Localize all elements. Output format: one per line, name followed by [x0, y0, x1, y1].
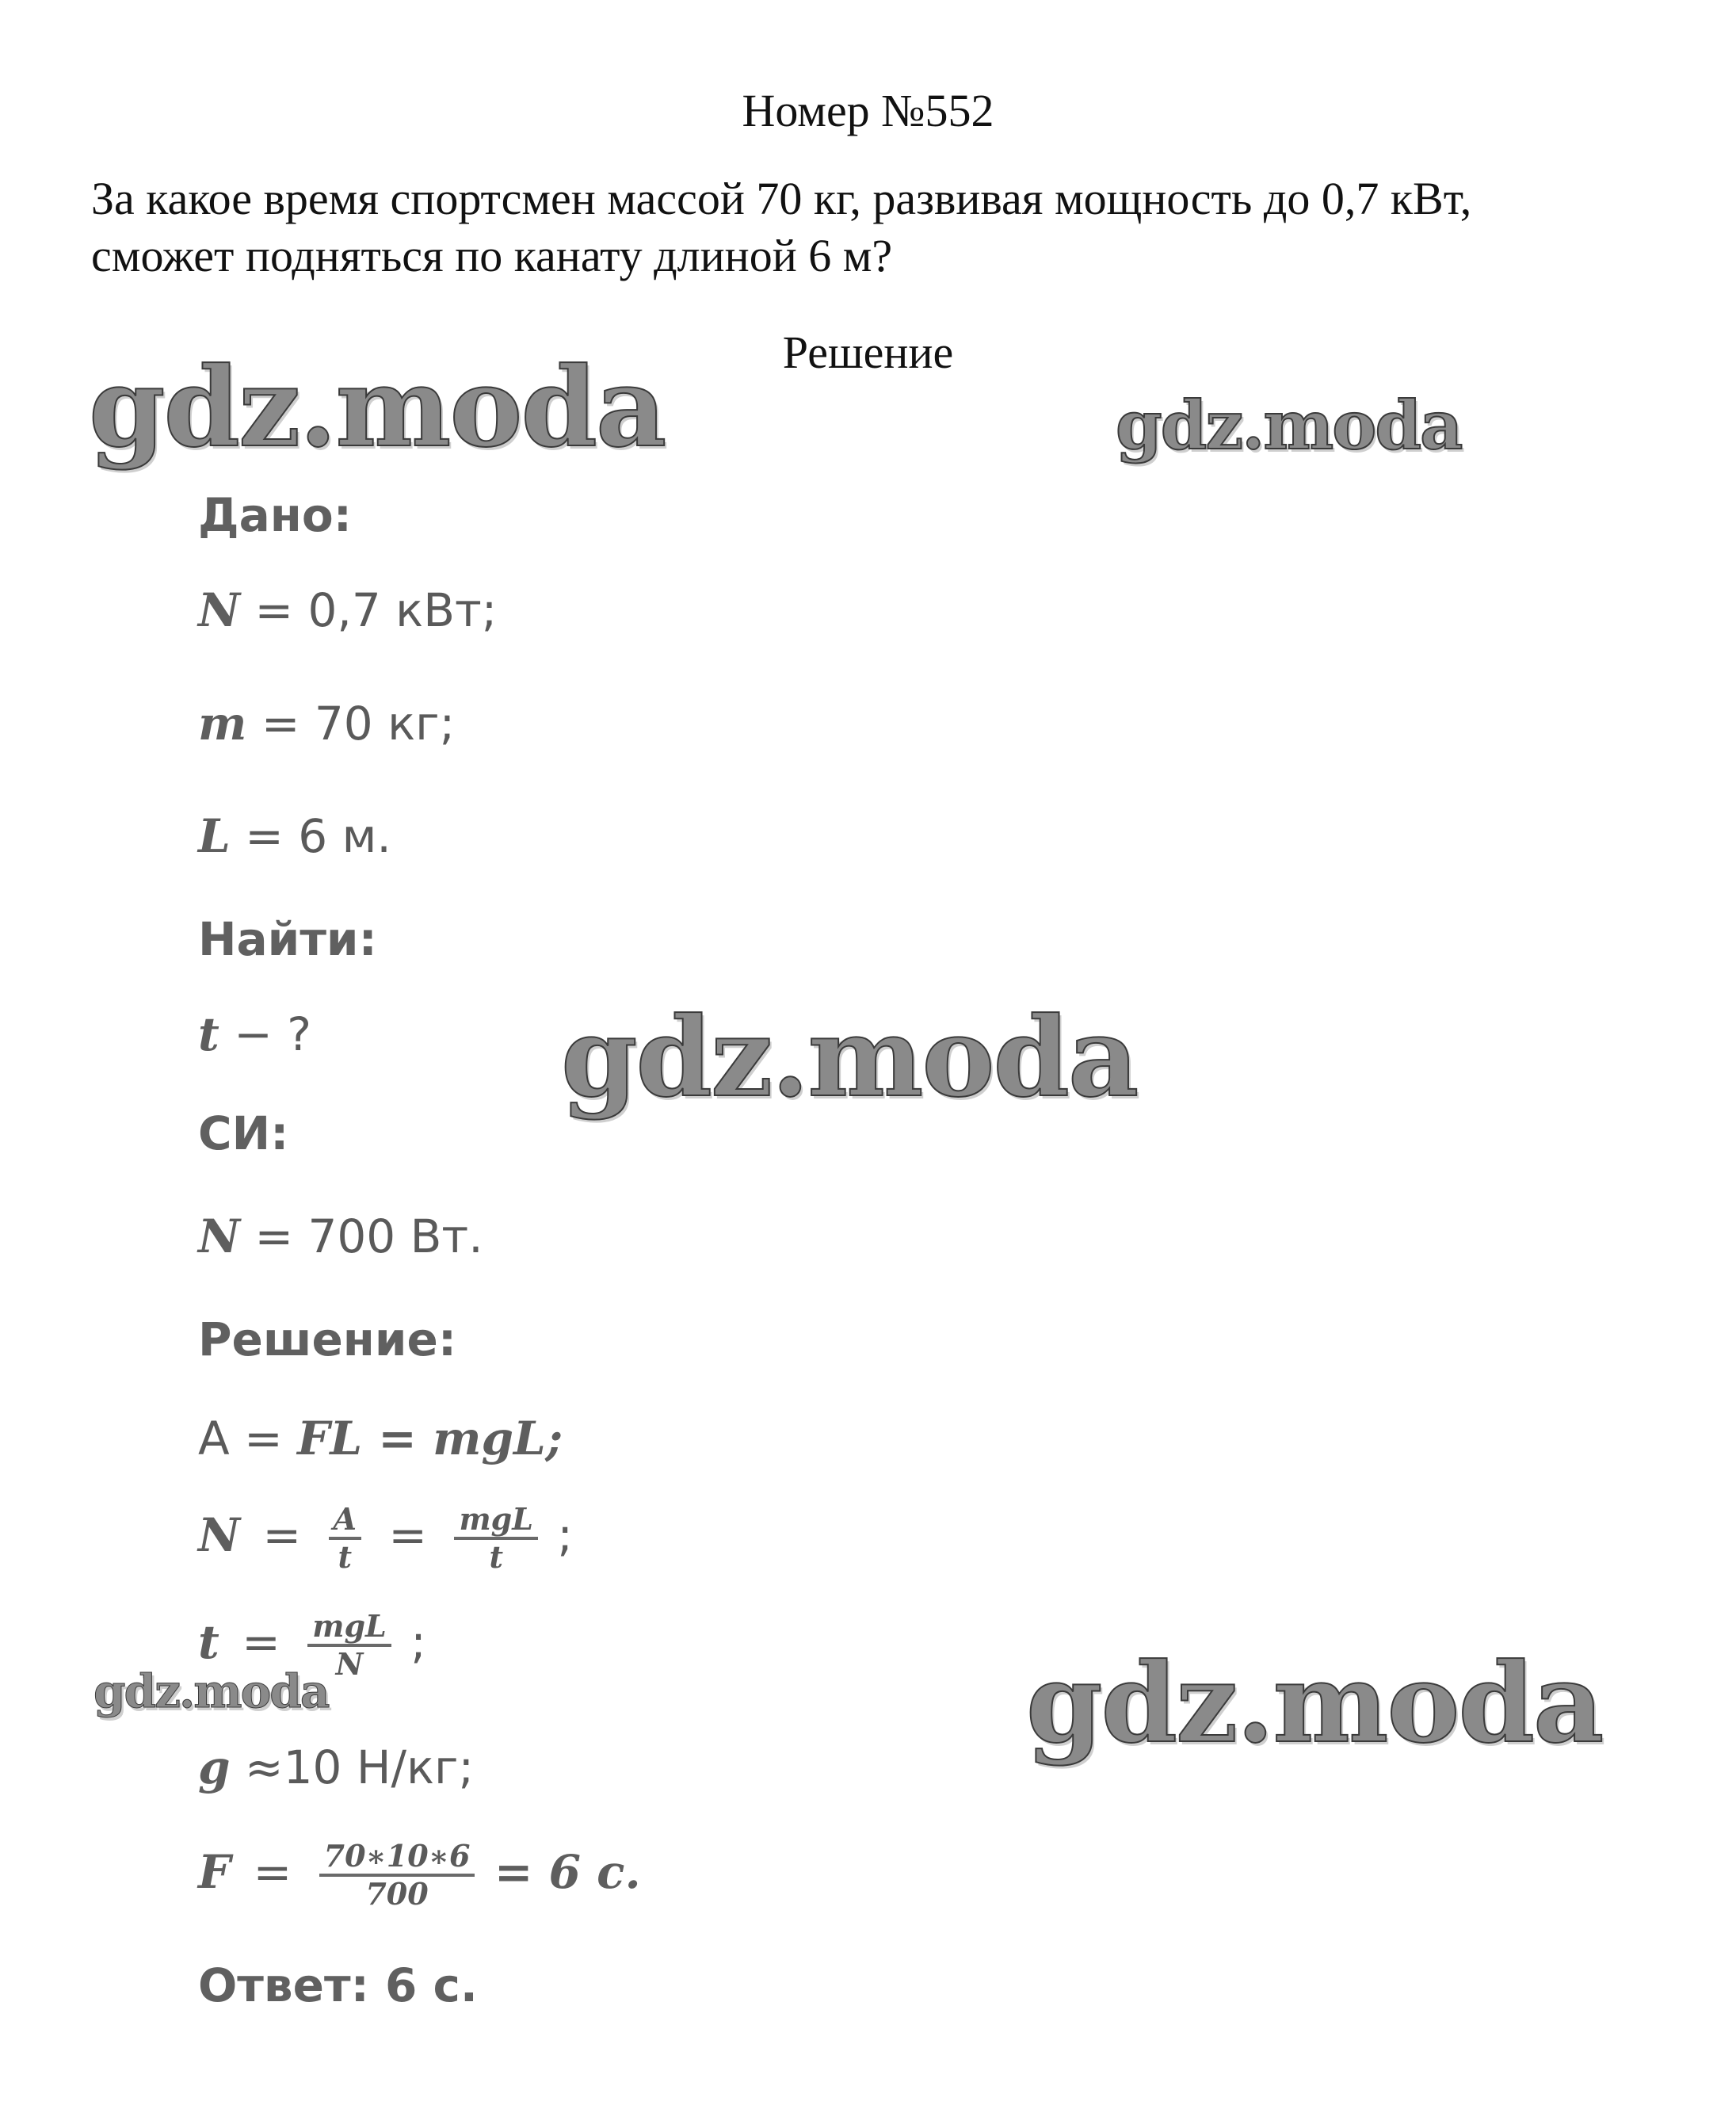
- work-prefix: А =: [198, 1412, 283, 1465]
- power-formula: N = $\frac{A}{t}$ = $\frac{\text{mgL}}{t}$ ;: [198, 1501, 573, 1575]
- variable: m: [198, 697, 247, 751]
- answer: Ответ: 6 с.: [198, 1958, 478, 2012]
- given-mass: [198, 696, 455, 751]
- watermark: gdz.moda: [1116, 386, 1462, 464]
- watermark: gdz.moda: [1026, 1638, 1603, 1767]
- value: = 0,7 кВт;: [254, 583, 498, 637]
- value: − ?: [234, 1007, 312, 1061]
- value: = 700 Вт.: [254, 1209, 483, 1263]
- given-power: [198, 583, 497, 638]
- value: = 70 кг;: [261, 697, 456, 751]
- variable: t: [198, 1007, 219, 1061]
- result-value: = 6 с.: [494, 1845, 641, 1900]
- value: ≈10 Н/кг;: [245, 1740, 475, 1794]
- variable: g: [198, 1740, 231, 1794]
- watermark: gdz.moda: [93, 1664, 329, 1718]
- problem-statement: [91, 170, 1644, 285]
- work-formula: [198, 1411, 563, 1466]
- given-label: Дано:: [198, 488, 352, 542]
- watermark: gdz.moda: [89, 342, 666, 472]
- variable: N: [198, 1209, 241, 1263]
- page-title: Номер №552: [742, 85, 994, 136]
- fraction: $\frac{\text{mgL}}{N}$: [307, 1609, 391, 1682]
- given-length: [198, 808, 391, 864]
- result-formula: F = $\frac{70∗10∗6}{700}$ = 6 с.: [198, 1838, 641, 1912]
- fraction: $\frac{\text{mgL}}{t}$: [454, 1502, 538, 1575]
- value: = 6 м.: [245, 809, 391, 863]
- find-label: Найти:: [198, 912, 377, 966]
- problem-line-2: сможет подняться по канату длиной 6 м?: [91, 230, 893, 281]
- si-label: СИ:: [198, 1106, 289, 1160]
- fraction: $\frac{70∗10∗6}{700}$: [319, 1839, 475, 1912]
- variable: N: [198, 583, 241, 637]
- si-power: [198, 1209, 483, 1264]
- watermark: gdz.moda: [561, 992, 1138, 1121]
- problem-line-1: За какое время спортсмен массой 70 кг, развивая мощность до 0,7 кВт,: [91, 173, 1472, 224]
- variable: N: [198, 1508, 241, 1563]
- fraction: $\frac{A}{t}$: [329, 1502, 361, 1575]
- variable: F: [198, 1845, 231, 1900]
- gravity-value: [198, 1740, 474, 1795]
- work-expression: FL = mgL;: [297, 1412, 563, 1465]
- time-formula: t = $\frac{\text{mgL}}{N}$ ;: [198, 1608, 426, 1682]
- solution-label: Решение:: [198, 1312, 457, 1366]
- find-unknown: [198, 1007, 311, 1062]
- variable: L: [198, 809, 231, 863]
- solution-heading: Решение: [782, 327, 954, 378]
- variable: t: [198, 1615, 219, 1670]
